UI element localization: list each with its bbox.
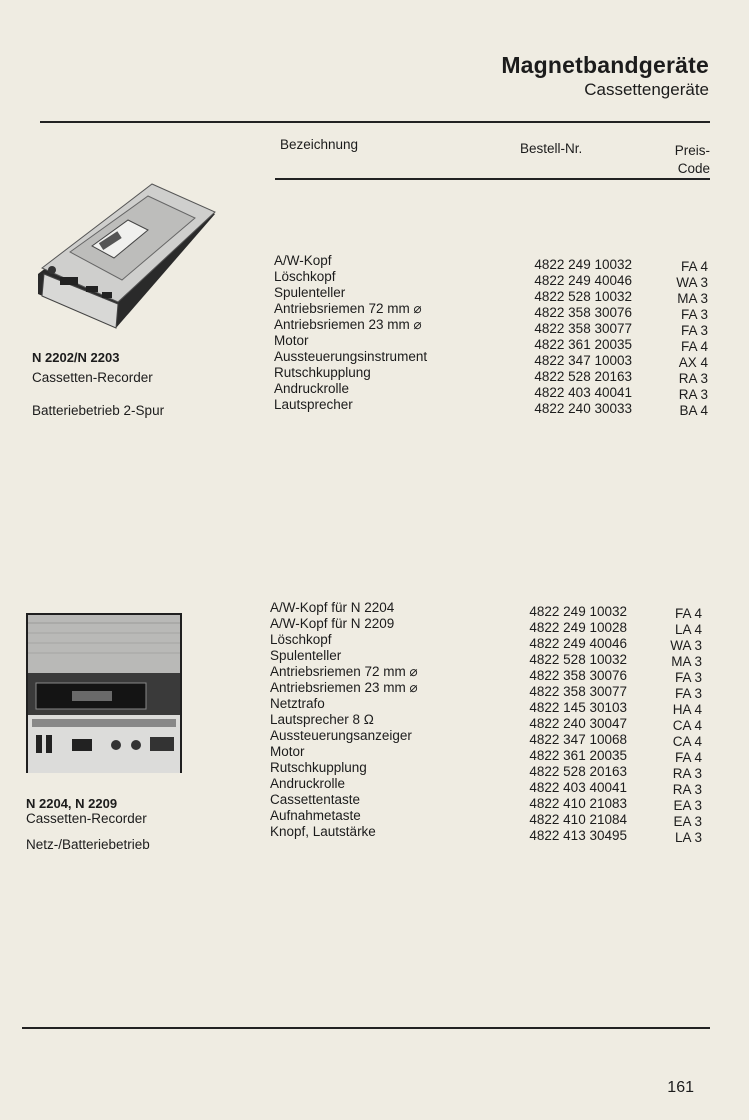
part-name: Motor — [270, 744, 305, 759]
part-code: FA 4 — [680, 339, 708, 354]
product-model: N 2202/N 2203 — [32, 350, 120, 365]
part-number: 4822 413 30495 — [529, 828, 627, 843]
part-name: A/W-Kopf für N 2204 — [270, 600, 395, 615]
part-name: A/W-Kopf für N 2209 — [270, 616, 395, 631]
page-subtitle: Cassettengeräte — [584, 80, 709, 99]
part-name: Rutschkupplung — [270, 760, 367, 775]
part-number: 4822 358 30077 — [529, 684, 627, 699]
part-number: 4822 240 30033 — [534, 401, 632, 416]
part-code: FA 4 — [674, 606, 702, 621]
part-number: 4822 528 10032 — [529, 652, 627, 667]
part-number: 4822 410 21083 — [529, 796, 627, 811]
part-number: 4822 410 21084 — [529, 812, 627, 827]
page-number: 161 — [667, 1079, 694, 1096]
part-number: 4822 528 10032 — [534, 289, 632, 304]
part-code: RA 3 — [678, 387, 708, 402]
part-name: Löschkopf — [270, 632, 332, 647]
part-code: WA 3 — [676, 275, 708, 290]
part-number: 4822 240 30047 — [529, 716, 627, 731]
part-number: 4822 358 30076 — [529, 668, 627, 683]
part-number: 4822 528 20163 — [529, 764, 627, 779]
part-code: HA 4 — [672, 702, 702, 717]
part-name: Antriebsriemen 23 mm ⌀ — [274, 317, 422, 332]
part-code: RA 3 — [672, 766, 702, 781]
part-number: 4822 249 40046 — [534, 273, 632, 288]
part-code: LA 4 — [674, 622, 702, 637]
page-title: Magnetbandgeräte — [501, 52, 709, 78]
part-code: FA 3 — [680, 307, 708, 322]
product-description: Netz-/Batteriebetrieb — [26, 837, 150, 852]
parts-numbers-n2202 — [510, 257, 632, 417]
part-number: 4822 347 10068 — [529, 732, 627, 747]
parts-names-n2204 — [270, 600, 418, 840]
part-number: 4822 249 10032 — [529, 604, 627, 619]
part-name: Andruckrolle — [274, 381, 350, 396]
part-name: Andruckrolle — [270, 776, 346, 791]
part-code: LA 3 — [674, 830, 702, 845]
part-number: 4822 528 20163 — [534, 369, 632, 384]
part-name: Antriebsriemen 72 mm ⌀ — [270, 664, 418, 679]
part-name: Aufnahmetaste — [270, 808, 361, 823]
part-name: Löschkopf — [274, 269, 336, 284]
parts-codes-n2204 — [654, 606, 702, 846]
part-code: AX 4 — [678, 355, 708, 370]
part-name: Antriebsriemen 23 mm ⌀ — [270, 680, 418, 695]
part-code: FA 4 — [680, 259, 708, 274]
column-header-preis — [672, 143, 710, 176]
part-name: Knopf, Lautstärke — [270, 824, 376, 839]
parts-names-n2202 — [274, 253, 427, 413]
part-name: Rutschkupplung — [274, 365, 371, 380]
part-name: Antriebsriemen 72 mm ⌀ — [274, 301, 422, 316]
part-name: Spulenteller — [270, 648, 342, 663]
part-code: CA 4 — [672, 734, 702, 749]
part-name: Lautsprecher 8 Ω — [270, 712, 374, 727]
part-code: WA 3 — [670, 638, 702, 653]
column-header-bezeichnung: Bezeichnung — [280, 137, 359, 152]
product-image-n2204 — [24, 611, 184, 776]
part-number: 4822 347 10003 — [534, 353, 632, 368]
part-code: FA 4 — [674, 750, 702, 765]
part-number: 4822 249 40046 — [529, 636, 627, 651]
part-number: 4822 249 10032 — [534, 257, 632, 272]
part-name: Aussteuerungsinstrument — [274, 349, 428, 364]
bottom-divider — [22, 1027, 710, 1029]
part-number: 4822 403 40041 — [534, 385, 632, 400]
part-name: A/W-Kopf — [274, 253, 332, 268]
product-image-n2202 — [30, 182, 220, 332]
part-name: Spulenteller — [274, 285, 346, 300]
part-number: 4822 403 40041 — [529, 780, 627, 795]
part-number: 4822 249 10028 — [529, 620, 627, 635]
column-header-preis-line2: Code — [677, 161, 710, 176]
column-header-preis-line1: Preis- — [674, 143, 710, 158]
part-code: CA 4 — [672, 718, 702, 733]
part-code: FA 3 — [680, 323, 708, 338]
part-name: Motor — [274, 333, 309, 348]
part-number: 4822 145 30103 — [529, 700, 627, 715]
product-type: Cassetten-Recorder — [32, 370, 153, 385]
top-divider — [40, 121, 710, 123]
part-code: RA 3 — [678, 371, 708, 386]
part-number: 4822 358 30077 — [534, 321, 632, 336]
part-code: EA 3 — [673, 798, 702, 813]
part-code: EA 3 — [673, 814, 702, 829]
part-name: Netztrafo — [270, 696, 325, 711]
part-name: Cassettentaste — [270, 792, 361, 807]
part-code: MA 3 — [671, 654, 702, 669]
product-model: N 2204, N 2209 — [26, 796, 118, 811]
part-code: BA 4 — [679, 403, 708, 418]
part-number: 4822 358 30076 — [534, 305, 632, 320]
part-name: Aussteuerungsanzeiger — [270, 728, 412, 743]
column-header-bestell-nr: Bestell-Nr. — [520, 141, 583, 156]
part-code: MA 3 — [677, 291, 708, 306]
header-divider — [275, 178, 710, 180]
part-code: FA 3 — [674, 686, 702, 701]
part-number: 4822 361 20035 — [534, 337, 632, 352]
part-number: 4822 361 20035 — [529, 748, 627, 763]
part-code: FA 3 — [674, 670, 702, 685]
parts-numbers-n2204 — [505, 604, 627, 844]
product-description: Batteriebetrieb 2-Spur — [32, 403, 165, 418]
part-name: Lautsprecher — [274, 397, 353, 412]
product-type: Cassetten-Recorder — [26, 811, 147, 826]
part-code: RA 3 — [672, 782, 702, 797]
parts-codes-n2202 — [660, 259, 708, 419]
